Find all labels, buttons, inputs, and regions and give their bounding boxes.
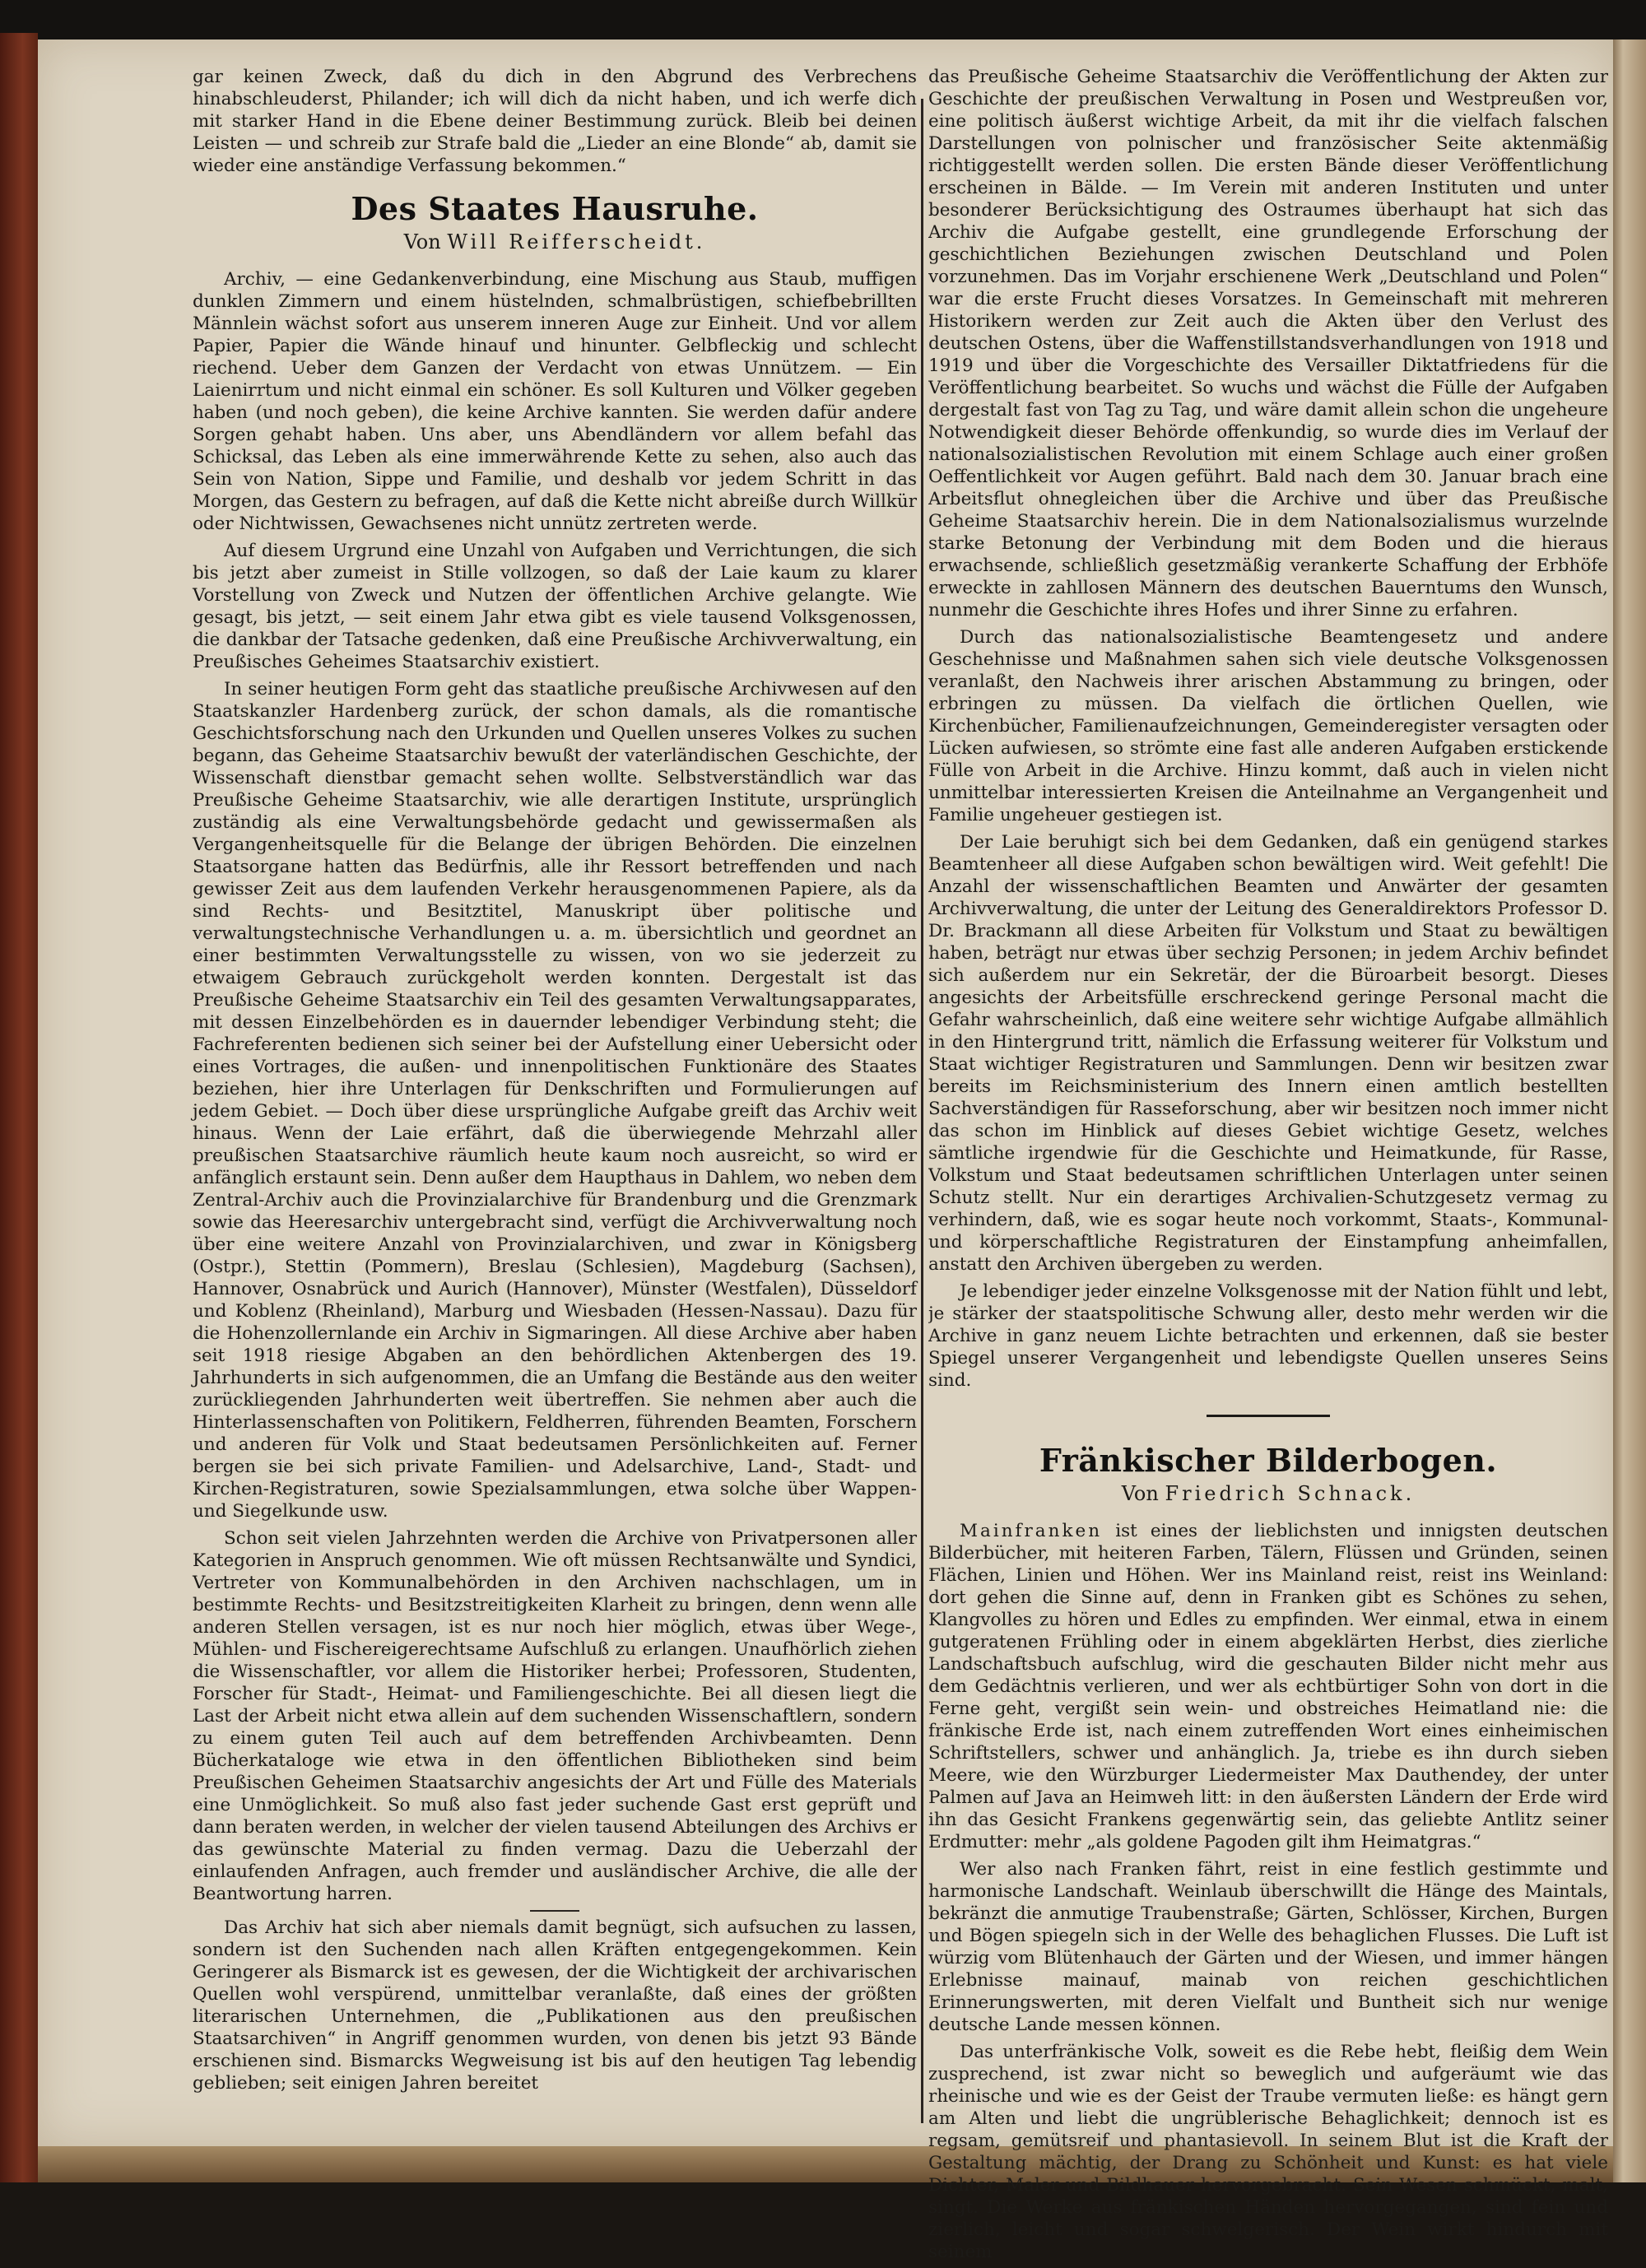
article-paragraph: Wer also nach Franken fährt, reist in eine festlich gestimmte und harmonische Landschaft. Weinlaub überschwillt die Hänge des Maintals, bekränzt die anmutige Traubenstraße; Gärten, Schlösser, Kirchen, Burgen und Bögen spiegeln sich in der Welle des behaglichen Flusses. Die Luft ist würzig vom Blütenhauch der Gärten und der Wiesen, und immer hängen Erlebnisse mainauf, mainab von reichen geschichtlichen Erinnerungswerten, mit deren Vielfalt und Buntheit sich nur wenige deutsche Lande messen können.: [928, 1859, 1608, 2035]
article-paragraph: Je lebendiger jeder einzelne Volksgenosse mit der Nation fühlt und lebt, je stärker der staatspolitische Schwung aller, desto mehr werden wir die Archive in ganz neuem Lichte betrachten und erkennen, daß sie bester Spiegel unserer Vergangenheit und lebendigste Quellen unseres Seins sind.: [928, 1281, 1608, 1391]
column-divider: [921, 99, 923, 2123]
byline-prefix: Von: [403, 230, 441, 253]
article-title: Des Staates Hausruhe.: [351, 190, 759, 227]
byline-prefix: Von: [1121, 1482, 1159, 1505]
left-column: [193, 66, 917, 2099]
lead-paragraph-text: ist eines der lieblichsten und innigsten deutschen Bilderbücher, mit heiteren Farben, Tälern, Flüssen und Gründen, seinen Flächen, Linien und Höhen. Wer ins Mainland reist, reist ins Weinland: dort gehen die Sinne auf, denn in Franken gibt es Schönes zu sehen, Klangvolles zu hören und Edles zu empfinden. Wer einmal, etwa in einem gutgeratenen Frühling oder in einem abgeklärten Herbst, dies zierliche Landschaftsbuch aufschlug, wird die geschauten Bilder nicht mehr aus dem Gedächtnis verlieren, und wer als echtbürtiger Sohn von dort in die Ferne geht, vergißt sein wein- und obstreiches Heimatland nie: die fränkische Erde ist, nach einem zutreffenden Wort eines einheimischen Schriftstellers, schwer und anhänglich. Ja, triebe es ihn durch sieben Meere, wie den Würzburger Liedermeister Max Dauthendey, der unter Palmen auf Java an Heimweh litt: in den äußersten Ländern der Erde wird ihn das Gesicht Frankens gegenwärtig sein, das geliebte Antlitz seiner Erdmutter: mehr „als goldene Pagoden gilt ihm Heimatgras.“: [928, 1521, 1608, 1852]
article-paragraph: Archiv, — eine Gedankenverbindung, eine Mischung aus Staub, muffigen dunklen Zimmern und einem hüstelnden, schmalbrüstigen, schiefbebrillten Männlein wächst sofort aus unserem inneren Auge zur Einheit. Und vor allem Papier, Papier die Wände hinauf und hinunter. Gelbfleckig und schlecht riechend. Ueber dem Ganzen der Verdacht von etwas Unnützem. — Ein Laienirrtum und nicht einmal ein schöner. Es soll Kulturen und Völker gegeben haben (und noch geben), die keine Archive kannten. Sie werden dafür andere Sorgen gehabt haben. Uns aber, uns Abendländern vor allem befahl das Schicksal, das Leben als eine immerwährende Kette zu sehen, also auch das Sein von Nation, Sippe und Familie, und deshalb vor jedem Schritt in das Morgen, das Gestern zu befragen, auf daß die Kette nicht abreiße durch Willkür oder Nichtwissen, Gewachsenes nicht unnütz zertreten werde.: [193, 269, 917, 534]
article-title: Fränkischer Bilderbogen.: [1039, 1442, 1498, 1479]
article-byline: [193, 230, 917, 253]
article-paragraph: Schon seit vielen Jahrzehnten werden die Archive von Privatpersonen aller Kategorien in Anspruch genommen. Wie oft müssen Rechtsanwälte und Syndici, Vertreter von Kommunalbehörden in den Archiven nachschlagen, um in bestimmte Rechts- und Besitzstreitigkeiten Klarheit zu bringen, denn wenn alle anderen Stellen versagen, ist es nur noch hier möglich, etwas über Wege-, Mühlen- und Fischereigerechtsame Aufschluß zu erlangen. Unaufhörlich ziehen die Wissenschaftler, vor allem die Historiker herbei; Professoren, Studenten, Forscher für Stadt-, Heimat- und Familiengeschichte. Bei all diesen liegt die Last der Arbeit nicht etwa allein auf dem suchenden Wissenschaftlern, sondern zu einem guten Teil auch auf dem betreffenden Archivbeamten. Denn Bücherkataloge wie etwa in den öffentlichen Bibliotheken sind beim Preußischen Geheimen Staatsarchiv angesichts der Art und Fülle des Materials eine Unmöglichkeit. So muß also fast jeder suchende Gast erst geprüft und dann beraten werden, in welcher der vielen tausend Abteilungen des Archivs er das gewünschte Material zu finden vermag. Dazu die Ueberzahl der einlaufenden Anfragen, auch fremder und ausländischer Archive, die alle der Beantwortung harren.: [193, 1528, 917, 1904]
right-column: [928, 66, 1608, 2268]
article-paragraph: Der Laie beruhigt sich bei dem Gedanken, daß ein genügend starkes Beamtenheer all diese Aufgaben schon bewältigen wird. Weit gefehlt! Die Anzahl der wissenschaftlichen Beamten und Anwärter der gesamten Archivverwaltung, die unter der Leitung des Generaldirektors Professor D. Dr. Brackmann all diese Arbeiten für Volkstum und Staat zu bewältigen haben, beträgt nur etwas über sechzig Personen; in jedem Archiv befindet sich außerdem nur ein Sekretär, der die Büroarbeit besorgt. Dieses angesichts der Arbeitsfülle erschreckend geringe Personal macht die Gefahr wahrscheinlich, daß eine weitere sehr wichtige Aufgabe allmählich in den Hintergrund tritt, nämlich die Erfassung weiterer für Volkstum und Staat wichtiger Registraturen und Sammlungen. Denn wir besitzen zwar bereits im Reichsministerium des Innern einen amtlich bestellten Sachverständigen für Rasseforschung, aber wir besitzen noch immer nicht das schon im Hinblick auf dieses Gebiet wichtige Gesetz, welches sämtliche irgendwie für die Geschichte und Heimatkunde, für Rasse, Volkstum und Staat bedeutsamen schriftlichen Unterlagen unter seinen Schutz stellt. Nur ein derartiges Archivalien-Schutzgesetz vermag zu verhindern, daß, wie es sogar heute noch vorkommt, Staats-, Kommunal- und körperschaftliche Registraturen der Einstampfung anheimfallen, anstatt den Archiven übergeben zu werden.: [928, 832, 1608, 1275]
article-paragraph: [928, 1520, 1608, 1853]
lead-word: Mainfranken: [960, 1521, 1103, 1541]
article-author: Friedrich Schnack.: [1165, 1482, 1416, 1505]
article-byline: [928, 1482, 1608, 1505]
paragraph-rule: [530, 1910, 579, 1912]
book-binding: [0, 33, 38, 2182]
article-separator-rule: [1207, 1415, 1330, 1417]
intro-paragraph: gar keinen Zweck, daß du dich in den Abgrund des Verbrechens hinabschleuderst, Philander; ich will dich da nicht haben, und ich werfe dich mit starker Hand in die Ebene deiner Bestimmung zurück. Bleib bei deinen Leisten — und schreib zur Strafe bald die „Lieder an eine Blonde“ ab, damit sie wieder eine anständige Verfassung bekommen.“: [193, 67, 917, 176]
article-paragraph: Das Archiv hat sich aber niemals damit begnügt, sich aufsuchen zu lassen, sondern ist den Suchenden nach allen Kräften entgegengekommen. Kein Geringerer als Bismarck ist es gewesen, der die Wichtigkeit der archivarischen Quellen wohl verspürend, unmittelbar veranlaßte, daß eines der größten literarischen Unternehmen, die „Publikationen aus den preußischen Staatsarchiven“ in Angriff genommen wurden, von denen bis jetzt 93 Bände erschienen sind. Bismarcks Wegweisung ist bis auf den heutigen Tag lebendig geblieben; seit einigen Jahren bereitet: [193, 1917, 917, 2094]
article-paragraph: das Preußische Geheime Staatsarchiv die Veröffentlichung der Akten zur Geschichte der preußischen Verwaltung in Posen und Westpreußen vor, eine politisch äußerst wichtige Arbeit, da mit ihr die vielfach falschen Darstellungen von polnischer und französischer Seite aktenmäßig richtiggestellt werden sollen. Die ersten Bände dieser Veröffentlichung erscheinen in Bälde. — Im Verein mit anderen Instituten und unter besonderer Berücksichtigung des Ostraumes überhaupt hat sich das Archiv die Aufgabe gestellt, eine grundlegende Erforschung der geschichtlichen Beziehungen zwischen Deutschland und Polen vorzunehmen. Das im Vorjahr erschienene Werk „Deutschland und Polen“ war die erste Frucht dieses Vorsatzes. In Gemeinschaft mit mehreren Historikern werden zur Zeit auch die Akten über den Verlust des deutschen Ostens, über die Waffenstillstandsverhandlungen von 1918 und 1919 und über die Vorgeschichte des Versailler Diktatfriedens für die Veröffentlichung bearbeitet. So wuchs und wächst die Fülle der Aufgaben dergestalt fast von Tag zu Tag, und wäre damit allein schon die ungeheure Notwendigkeit dieser Behörde offenkundig, so wurde dies im Verlauf der nationalsozialistischen Revolution mit einem Schlage auch einer großen Oeffentlichkeit vor Augen geführt. Bald nach dem 30. Januar brach eine Arbeitsflut ohnegleichen über die Archive und über das Preußische Geheime Staatsarchiv herein. Die in dem Nationalsozialismus wurzelnde starke Betonung der Verbindung mit dem Boden und die hieraus erwachsende, schließlich gesetzmäßig verankerte Schaffung der Erbhöfe erweckte in zahllosen Männern des deutschen Bauerntums den Wunsch, nunmehr die Geschichte ihres Hofes und ihrer Sinne zu erfahren.: [928, 67, 1608, 620]
article-author: Will Reifferscheidt.: [447, 230, 706, 253]
binding-top: [0, 0, 1646, 40]
next-page-edge: [1613, 40, 1646, 2182]
article-paragraph: In seiner heutigen Form geht das staatliche preußische Archivwesen auf den Staatskanzler Hardenberg zurück, der schon damals, als die romantische Geschichtsforschung nach den Urkunden und Quellen unseres Volkes zu suchen begann, das Geheime Staatsarchiv bewußt der vaterländischen Geschichte, der Wissenschaft dienstbar gemacht sehen wollte. Selbstverständlich war das Preußische Geheime Staatsarchiv, wie alle derartigen Institute, ursprünglich zuständig als eine Verwaltungsbehörde gedacht und gewissermaßen als Vergangenheitsquelle für die Belange der übrigen Behörden. Die einzelnen Staatsorgane hatten das Bedürfnis, alle ihr Ressort betreffenden und nach gewisser Zeit aus dem laufenden Verkehr herausgenommenen Papiere, als da sind Rechts- und Besitztitel, Manuskript über politische und verwaltungstechnische Verhandlungen u. a. m. übersichtlich und geordnet an einer bestimmten Verwaltungsstelle zu wissen, von wo sie jederzeit zu etwaigem Gebrauch zurückgeholt werden konnten. Dergestalt ist das Preußische Geheime Staatsarchiv ein Teil des gesamten Verwaltungsapparates, mit dessen Einzelbehörden es in dauernder lebendiger Verbindung steht; die Fachreferenten bedienen sich seiner bei der Aufstellung einer Uebersicht oder eines Vortrages, die außen- und innenpolitischen Funktionäre des Staates beziehen, hier ihre Unterlagen für Denkschriften und Formulierungen auf jedem Gebiet. — Doch über diese ursprüngliche Aufgabe greift das Archiv weit hinaus. Wenn der Laie erfährt, daß die überwiegende Mehrzahl aller preußischen Staatsarchive räumlich heute kaum noch ausreicht, so wird er anfänglich erstaunt sein. Denn außer dem Haupthaus in Dahlem, wo neben dem Zentral-Archiv auch die Provinzialarchive für Brandenburg und die Grenzmark sowie das Heeresarchiv untergebracht sind, verfügt die Archivverwaltung noch über eine weitere Anzahl von Provinzialarchiven, und zwar in Königsberg (Ostpr.), Stettin (Pommern), Breslau (Schlesien), Magdeburg (Sachsen), Hannover, Osnabrück und Aurich (Hannover), Münster (Westfalen), Düsseldorf und Koblenz (Rheinland), Marburg und Wiesbaden (Hessen-Nassau). Dazu für die Hohenzollernlande ein Archiv in Sigmaringen. All diese Archive aber haben seit 1918 riesige Abgaben an den behördlichen Aktenbergen des 19. Jahrhunderts in sich aufgenommen, die an Umfang die Bestände aus den weiter zurückliegenden Jahrhunderten weit übertreffen. Sie nehmen aber auch die Hinterlassenschaften von Politikern, Feldherren, führenden Beamten, Forschern und anderen für Volk und Staat bedeutsamen Persönlichkeiten auf. Ferner bergen sie bei sich private Familien- und Adelsarchive, Land-, Stadt- und Kirchen-Registraturen, sowie Spezialsammlungen, etwa solche über Wappen- und Siegelkunde usw.: [193, 679, 917, 1522]
article-paragraph: Das unterfränkische Volk, soweit es die Rebe hebt, fleißig dem Wein zusprechend, ist zwar nicht so beweglich und aufgeräumt wie das rheinische und wie es der Geist der Traube vermuten ließe: es hängt gern am Alten und liebt die ungrüblerische Behaglichkeit; dennoch ist es regsam, gemütsreif und phantasievoll. In seinem Blut ist die Kraft der Gestaltung mächtig, der Drang zu Schönheit und Kunst: es hat viele Dichter, Maler und Bildhauer hervorgebracht. Sein Wesen schmückt, malt, singt. Die Werke aus fränkischen Händen hervorgegangen, sind fein und zierlich, leicht und sogar schwelgerisch. Der Wein wirkt hindurch mit seinem: [928, 2042, 1608, 2262]
article-paragraph: Auf diesem Urgrund eine Unzahl von Aufgaben und Verrichtungen, die sich bis jetzt aber zumeist in Stille vollzogen, so daß der Laie kaum zu klarer Vorstellung von Zweck und Nutzen der öffentlichen Archive gelangte. Wie gesagt, bis jetzt, — seit einem Jahr etwa gibt es viele tausend Volksgenossen, die dankbar der Tatsache gedenken, daß eine Preußische Archivverwaltung, ein Preußisches Geheimes Staatsarchiv existiert.: [193, 541, 917, 672]
article-paragraph: Durch das nationalsozialistische Beamtengesetz und andere Geschehnisse und Maßnahmen sahen sich viele deutsche Volksgenossen veranlaßt, den Nachweis ihrer arischen Abstammung zu bringen, oder erbringen zu müssen. Da vielfach die örtlichen Quellen, wie Kirchenbücher, Familienaufzeichnungen, Gemeinderegister versagten oder Lücken aufwiesen, so strömte eine fast alle anderen Aufgaben erstickende Fülle von Arbeit in die Archive. Hinzu kommt, daß auch in vielen nicht unmittelbar interessierten Kreisen die Anteilnahme an Vergangenheit und Familie ungeheuer gestiegen ist.: [928, 627, 1608, 825]
